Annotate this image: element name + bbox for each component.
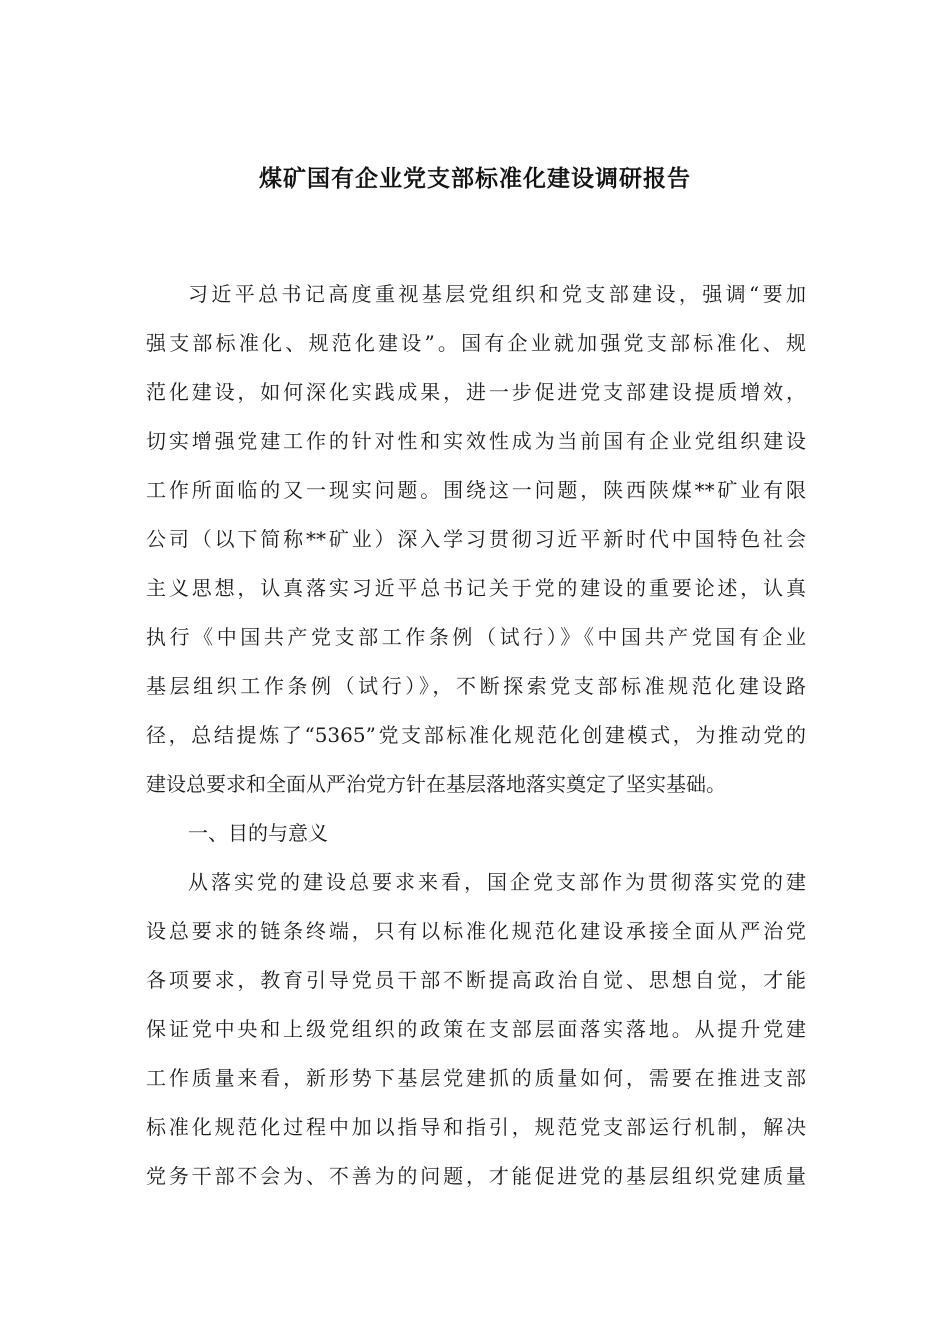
- section-heading: 一、目的与意义: [188, 821, 328, 845]
- paragraph-line: 主义思想，认真落实习近平总书记关于党的建设的重要论述，认真: [146, 576, 806, 600]
- paragraph-line: 工作所面临的又一现实问题。围绕这一问题，陕西陕煤**矿业有限: [146, 478, 806, 502]
- paragraph-line: 党务干部不会为、不善为的问题，才能促进党的基层组织党建质量: [146, 1164, 806, 1188]
- paragraph-line: 强支部标准化、规范化建设”。国有企业就加强党支部标准化、规: [146, 331, 806, 355]
- document-body: [146, 281, 806, 1212]
- paragraph-line: 各项要求，教育引导党员干部不断提高政治自觉、思想自觉，才能: [146, 968, 806, 992]
- paragraph-line: 保证党中央和上级党组织的政策在支部层面落实落地。从提升党建: [146, 1017, 806, 1041]
- paragraph-line: 范化建设，如何深化实践成果，进一步促进党支部建设提质增效，: [146, 380, 806, 404]
- paragraph-line: 设总要求的链条终端，只有以标准化规范化建设承接全面从严治党: [146, 919, 806, 943]
- paragraph-line: 径，总结提炼了“5365”党支部标准化规范化创建模式，为推动党的: [146, 723, 806, 747]
- paragraph-line: 工作质量来看，新形势下基层党建抓的质量如何，需要在推进支部: [146, 1066, 806, 1090]
- paragraph-line: 基层组织工作条例（试行）》，不断探索党支部标准规范化建设路: [146, 674, 806, 698]
- paragraph-line: 习近平总书记高度重视基层党组织和党支部建设，强调“要加: [188, 282, 806, 306]
- document-title: 煤矿国有企业党支部标准化建设调研报告: [259, 166, 691, 192]
- paragraph-line: 建设总要求和全面从严治党方针在基层落地落实奠定了坚实基础。: [146, 772, 726, 796]
- paragraph-line: 执行《中国共产党支部工作条例（试行）》《中国共产党国有企业: [146, 625, 806, 649]
- paragraph-line: 公司（以下简称**矿业）深入学习贯彻习近平新时代中国特色社会: [146, 527, 806, 551]
- paragraph-line: 切实增强党建工作的针对性和实效性成为当前国有企业党组织建设: [146, 429, 806, 453]
- paragraph-line: 从落实党的建设总要求来看，国企党支部作为贯彻落实党的建: [188, 870, 806, 894]
- paragraph-line: 标准化规范化过程中加以指导和指引，规范党支部运行机制，解决: [146, 1115, 806, 1139]
